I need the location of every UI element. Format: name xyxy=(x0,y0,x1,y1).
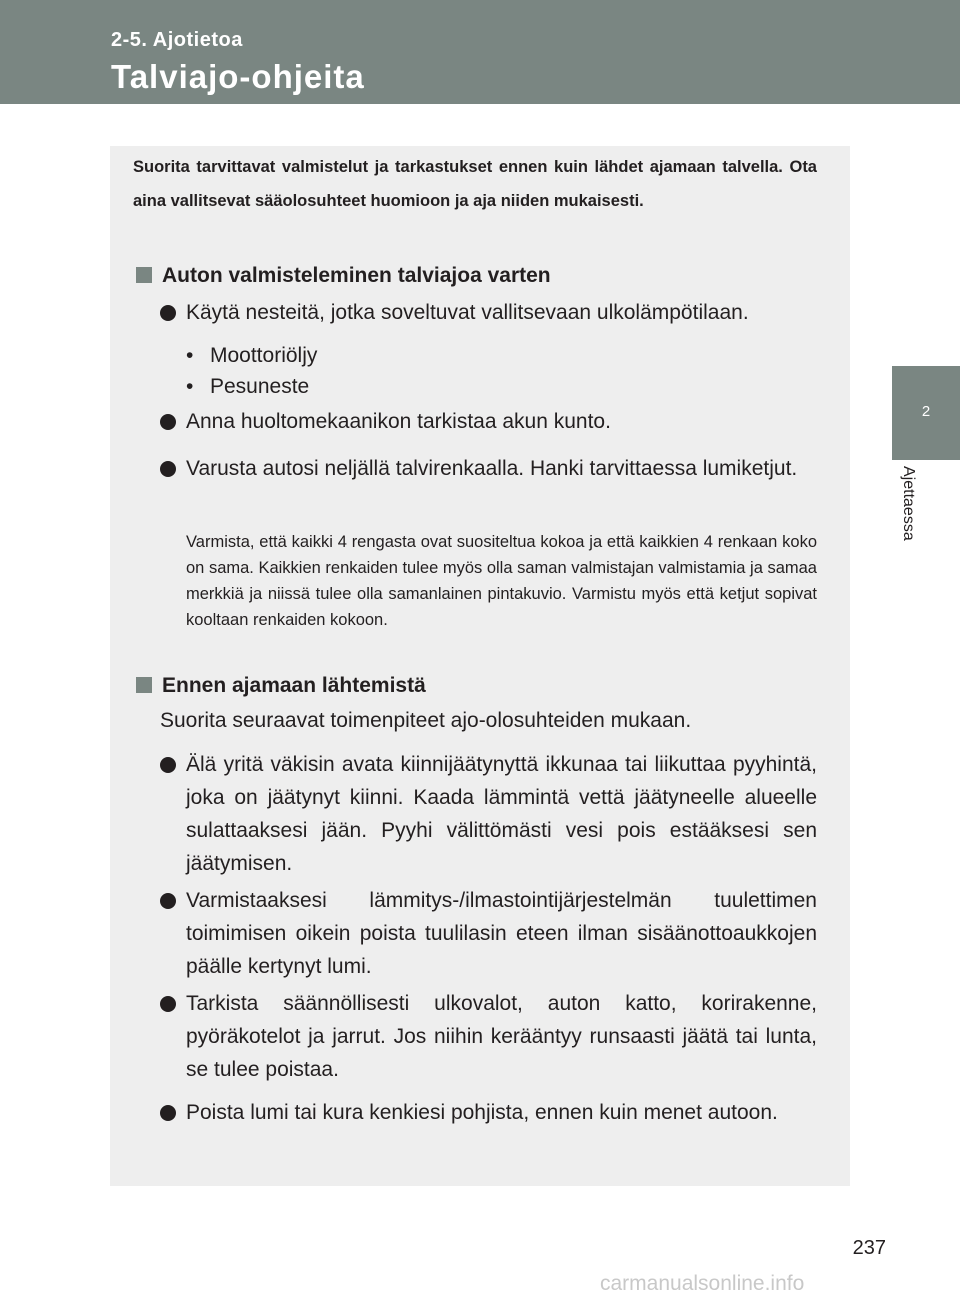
tire-note: Varmista, että kaikki 4 rengasta ovat suositeltua kokoa ja että kaikkien 4 renkaan koko on sama. Kaikkien renkaiden tulee myös olla saman valmistajan valmistamia ja samaa merkkiä ja niissä tulee olla samanlainen pintakuvio. Varmistu myös että ketjut sopivat kooltaan renkaiden kokoon. xyxy=(186,533,817,629)
header-bar xyxy=(0,0,960,104)
heading-text: Auton valmisteleminen talviajoa varten xyxy=(162,264,551,287)
bullet-text: Varmistaaksesi lämmitys-/ilmastointijärjestelmän tuulettimen toimimisen oikein poista tuulilasin eteen ilman sisäänottoaukkojen päälle kertynyt lumi. xyxy=(186,889,817,978)
sub-item-text: Pesuneste xyxy=(210,375,310,398)
sub-item xyxy=(186,375,309,399)
round-bullet-icon xyxy=(160,996,176,1012)
heading-text: Ennen ajamaan lähtemistä xyxy=(162,674,426,697)
page-title: Talviajo-ohjeita xyxy=(111,58,365,95)
bullet-text: Tarkista säännöllisesti ulkovalot, auton katto, korirakenne, pyöräkotelot ja jarrut. Jos niihin kerääntyy runsaasti jäätä tai lunta, se tulee poistaa. xyxy=(186,992,817,1081)
bullet-text: Älä yritä väkisin avata kiinnijäätynyttä ikkunaa tai liikuttaa pyyhintä, joka on jäätynyt kiinni. Kaada lämmintä vettä jäätyneelle alueelle sulattaaksesi jään. Pyyhi välittömästi vesi pois estääksesi sen jäätymisen. xyxy=(186,753,817,875)
round-bullet-icon xyxy=(160,461,176,477)
bullet-item xyxy=(160,296,817,329)
section-paragraph: Suorita seuraavat toimenpiteet ajo-olosuhteiden mukaan. xyxy=(160,709,692,732)
sub-item xyxy=(186,344,317,368)
chapter-number: 2 xyxy=(921,403,931,420)
bullet-item xyxy=(160,884,817,983)
section-label: 2-5. Ajotietoa xyxy=(111,29,243,51)
bullet-item xyxy=(160,987,817,1086)
bullet-text: Anna huoltomekaanikon tarkistaa akun kunto. xyxy=(186,410,611,433)
section-heading-before-driving xyxy=(136,674,426,698)
chapter-tab xyxy=(892,366,960,460)
bullet-text: Varusta autosi neljällä talvirenkaalla. Hanki tarvittaessa lumiketjut. xyxy=(186,457,798,480)
bullet-text: Poista lumi tai kura kenkiesi pohjista, ennen kuin menet autoon. xyxy=(186,1101,778,1124)
round-bullet-icon xyxy=(160,757,176,773)
dot-marker-icon: • xyxy=(186,344,194,367)
round-bullet-icon xyxy=(160,1105,176,1121)
round-bullet-icon xyxy=(160,893,176,909)
chapter-label: Ajettaessa xyxy=(900,466,917,541)
round-bullet-icon xyxy=(160,305,176,321)
square-bullet-icon xyxy=(136,677,152,693)
bullet-item xyxy=(160,452,817,485)
dot-marker-icon: • xyxy=(186,375,194,398)
square-bullet-icon xyxy=(136,267,152,283)
watermark: carmanualsonline.info xyxy=(600,1272,805,1295)
bullet-item xyxy=(160,748,817,880)
bullet-text: Käytä nesteitä, jotka soveltuvat vallitsevaan ulkolämpötilaan. xyxy=(186,301,749,324)
round-bullet-icon xyxy=(160,414,176,430)
bullet-item xyxy=(160,405,817,438)
intro-text: Suorita tarvittavat valmistelut ja tarkastukset ennen kuin lähdet ajamaan talvella. Ota aina vallitsevat sääolosuhteet huomioon ja aja niiden mukaisesti. xyxy=(133,158,817,210)
sub-item-text: Moottoriöljy xyxy=(210,344,318,367)
section-heading-winter-prep xyxy=(136,264,551,288)
bullet-item xyxy=(160,1096,817,1129)
page-number: 237 xyxy=(852,1237,886,1259)
